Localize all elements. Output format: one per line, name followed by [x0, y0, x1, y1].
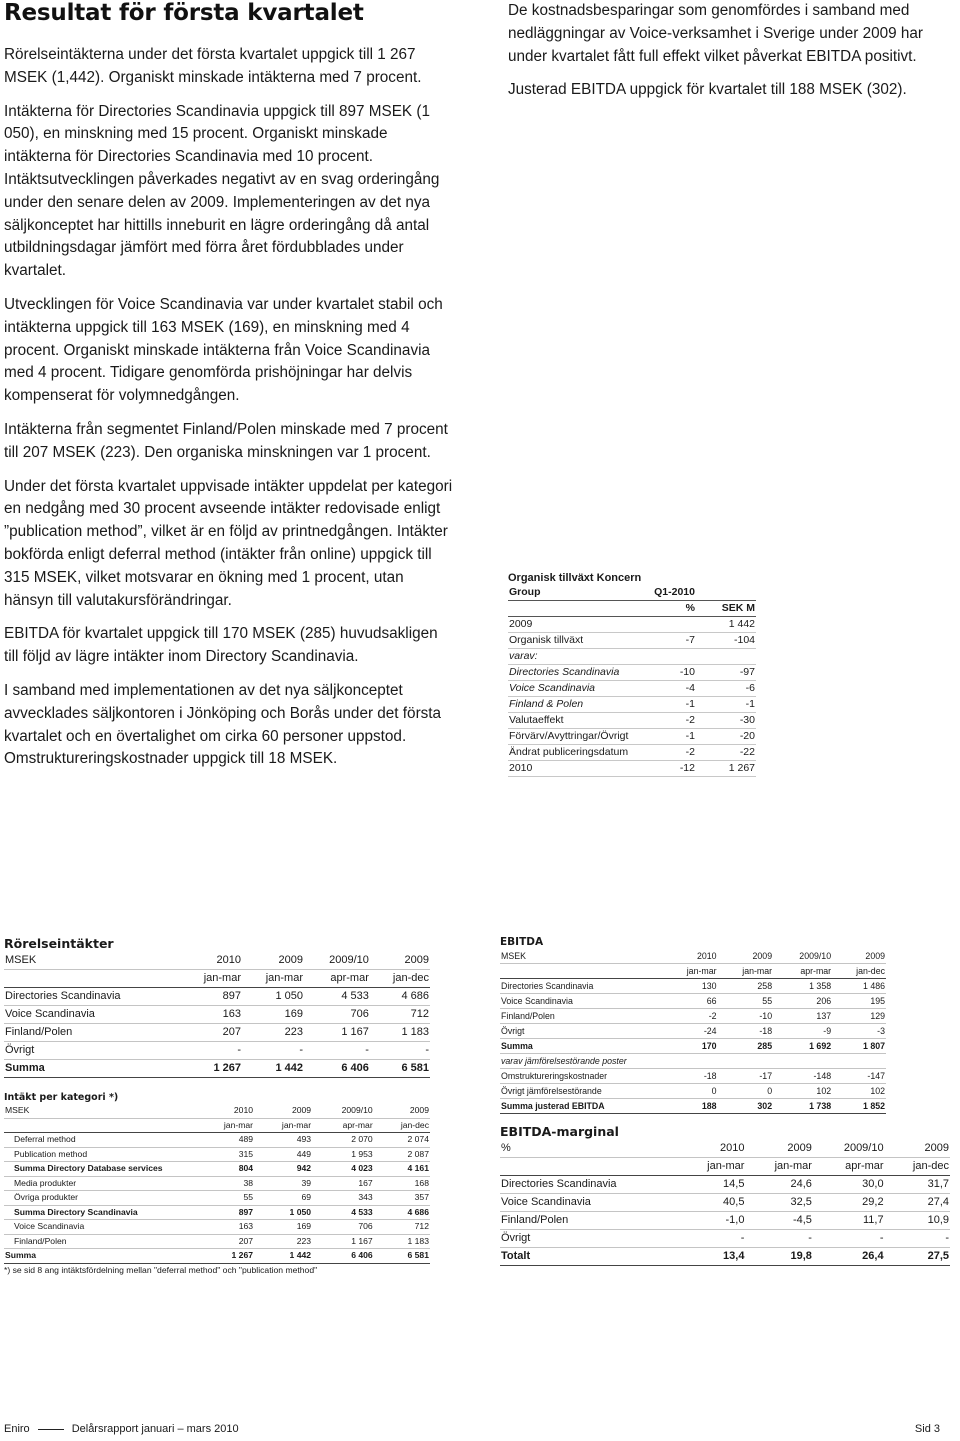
table-header-row — [4, 970, 430, 988]
cell-value: 207 — [196, 1234, 254, 1249]
organic-growth-title: Organisk tillväxt Koncern — [508, 572, 642, 584]
table-header-row — [4, 1118, 430, 1133]
table-row — [500, 1099, 886, 1114]
cell-value: 24,6 — [745, 1176, 812, 1194]
row-label: Media produkter — [4, 1176, 196, 1191]
row-label: varav jämförelsestörande poster — [500, 1054, 662, 1069]
cell-sek: -1 — [696, 697, 756, 713]
cell-value: 1 692 — [773, 1039, 832, 1054]
cell-value: -2 — [662, 1009, 718, 1024]
row-label: Voice Scandinavia — [4, 1006, 180, 1024]
table-row — [4, 1249, 430, 1264]
cell-value: 343 — [312, 1191, 374, 1206]
header-cell — [4, 970, 180, 988]
cell-value — [832, 1054, 886, 1069]
cell-value: 2 087 — [374, 1147, 430, 1162]
cell-value: - — [370, 1042, 430, 1060]
cell-value: 55 — [718, 994, 774, 1009]
header-cell: % — [500, 1140, 678, 1158]
cell-value: 942 — [254, 1162, 312, 1177]
header-cell: 2009 — [885, 1140, 950, 1158]
cell-value: 1 167 — [304, 1024, 370, 1042]
row-label: Voice Scandinavia — [508, 681, 640, 697]
header-cell — [500, 964, 662, 979]
table-header-row — [500, 1140, 950, 1158]
cell-value: 449 — [254, 1147, 312, 1162]
cell-value: - — [745, 1230, 812, 1248]
cell-value: 4 533 — [304, 988, 370, 1006]
header-cell: 2010 — [678, 1140, 745, 1158]
cell-value: - — [304, 1042, 370, 1060]
row-label: Summa Directory Database services — [4, 1162, 196, 1177]
table-header-row — [4, 952, 430, 970]
cell-value — [718, 1054, 774, 1069]
header-cell: 2009 — [242, 952, 304, 970]
header-cell: 2009 — [832, 949, 886, 964]
cell-value: 1 050 — [254, 1205, 312, 1220]
header-cell: jan-mar — [745, 1158, 812, 1176]
cell-sek: -22 — [696, 745, 756, 761]
cell-value: 804 — [196, 1162, 254, 1177]
table-row — [4, 1042, 430, 1060]
cell-value: 315 — [196, 1147, 254, 1162]
table-row — [500, 1009, 886, 1024]
header-cell: jan-mar — [180, 970, 242, 988]
cell-percent: -2 — [640, 745, 696, 761]
cell-value: 29,2 — [813, 1194, 885, 1212]
cell-value: 66 — [662, 994, 718, 1009]
cell-value: 897 — [196, 1205, 254, 1220]
cell-value: 6 406 — [304, 1060, 370, 1078]
cell-value: 169 — [242, 1006, 304, 1024]
cell-value: 1 358 — [773, 979, 832, 994]
cell-value: 1 807 — [832, 1039, 886, 1054]
revenue-table — [4, 936, 430, 1078]
row-label: Directories Scandinavia — [508, 665, 640, 681]
row-label: Directories Scandinavia — [500, 1176, 678, 1194]
header-cell: jan-mar — [254, 1118, 312, 1133]
row-label: varav: — [508, 649, 640, 665]
row-label: Summa — [500, 1039, 662, 1054]
cell-value: 285 — [718, 1039, 774, 1054]
table-header-row — [500, 1158, 950, 1176]
table-row — [508, 713, 756, 729]
cell-value: 706 — [312, 1220, 374, 1235]
cell-value: 169 — [254, 1220, 312, 1235]
cell-value: - — [678, 1230, 745, 1248]
row-label: Summa Directory Scandinavia — [4, 1205, 196, 1220]
header-cell: 2009 — [718, 949, 774, 964]
table-row — [4, 1147, 430, 1162]
row-label: Finland/Polen — [4, 1234, 196, 1249]
page-title: Resultat för första kvartalet — [4, 0, 364, 26]
cell-value: 27,5 — [885, 1248, 950, 1266]
category-revenue-table — [4, 1092, 430, 1276]
cell-value: 168 — [374, 1176, 430, 1191]
cell-value: 13,4 — [678, 1248, 745, 1266]
cell-percent: -1 — [640, 729, 696, 745]
ebitda-title: EBITDA — [500, 936, 544, 948]
table-row — [508, 649, 756, 665]
row-label: Övrigt jämförelsestörande — [500, 1084, 662, 1099]
cell-value: 712 — [374, 1220, 430, 1235]
row-label: Publication method — [4, 1147, 196, 1162]
cell-value: 4 161 — [374, 1162, 430, 1177]
table-row — [500, 1230, 950, 1248]
cell-value: 31,7 — [885, 1176, 950, 1194]
cell-value: 489 — [196, 1133, 254, 1148]
cell-value: 27,4 — [885, 1194, 950, 1212]
table-row — [500, 979, 886, 994]
cell-value: -147 — [832, 1069, 886, 1084]
footer-report: Delårsrapport januari – mars 2010 — [71, 1423, 239, 1435]
cell-value: 1 953 — [312, 1147, 374, 1162]
table-row — [4, 1220, 430, 1235]
header-cell: jan-mar — [662, 964, 718, 979]
row-label: 2009 — [508, 617, 640, 633]
cell-value: 129 — [832, 1009, 886, 1024]
cell-value: 1 050 — [242, 988, 304, 1006]
table-row — [4, 1060, 430, 1078]
header-cell: jan-dec — [370, 970, 430, 988]
row-label: Finland & Polen — [508, 697, 640, 713]
cell-value: 163 — [196, 1220, 254, 1235]
header-cell: jan-dec — [832, 964, 886, 979]
cell-value: -10 — [718, 1009, 774, 1024]
cell-value: -18 — [662, 1069, 718, 1084]
cell-value: 130 — [662, 979, 718, 994]
row-label: Summa justerad EBITDA — [500, 1099, 662, 1114]
header-cell: 2010 — [180, 952, 242, 970]
cell-value: 6 581 — [370, 1060, 430, 1078]
paragraph: Under det första kvartalet uppvisade intäkter uppdelat per kategori en nedgång med 30 procent avseende intäkter redovisade enligt ”publication method”, vilket är en följd av printnedgången. Intäkter bokförda enligt deferral method (intäkter från online) uppgick till 315 MSEK, vilket motsvarar en ökning med 1 procent, utan hänsyn till valutakursförändringar. — [4, 477, 453, 609]
cell-value: 1 442 — [254, 1249, 312, 1264]
table-row — [500, 994, 886, 1009]
paragraph: EBITDA för kvartalet uppgick till 170 MSEK (285) huvudsakligen till följd av lägre intäkter inom Directory Scandinavia. — [4, 625, 438, 666]
row-label: Ändrat publiceringsdatum — [508, 745, 640, 761]
row-label: Övrigt — [500, 1024, 662, 1039]
left-column — [4, 44, 456, 782]
cell-value: - — [180, 1042, 242, 1060]
ebitda-margin-table — [500, 1124, 950, 1266]
table-row — [508, 729, 756, 745]
cell-percent: -7 — [640, 633, 696, 649]
table-row — [500, 1069, 886, 1084]
cell-percent: -2 — [640, 713, 696, 729]
cell-percent: -1 — [640, 697, 696, 713]
row-label: Summa — [4, 1249, 196, 1264]
row-label: Voice Scandinavia — [500, 1194, 678, 1212]
cell-value: -1,0 — [678, 1212, 745, 1230]
cell-value: 163 — [180, 1006, 242, 1024]
header-cell: 2009/10 — [773, 949, 832, 964]
cell-value: 102 — [832, 1084, 886, 1099]
table-row — [508, 633, 756, 649]
table-row — [508, 665, 756, 681]
cell-value: 2 070 — [312, 1133, 374, 1148]
row-label: Voice Scandinavia — [4, 1220, 196, 1235]
header-cell: 2009 — [745, 1140, 812, 1158]
paragraph: Intäkterna från segmentet Finland/Polen minskade med 7 procent till 207 MSEK (223). Den organiska minskningen var 1 procent. — [4, 420, 448, 461]
cell-value: 258 — [718, 979, 774, 994]
cell-value: 1 442 — [242, 1060, 304, 1078]
cell-percent: -10 — [640, 665, 696, 681]
cell-value: 6 406 — [312, 1249, 374, 1264]
table-row — [500, 1054, 886, 1069]
paragraph: Rörelseintäkterna under det första kvartalet uppgick till 1 267 MSEK (1,442). Organiskt minskade intäkterna med 7 procent. — [4, 46, 422, 86]
table-row — [500, 1084, 886, 1099]
paragraph: I samband med implementationen av det nya säljkonceptet avvecklades säljkontoren i Jönköping och Borås under det första kvartalet och en övertalighet om cirka 60 personer uppstod. Omstruktureringskostnader uppgick till 18 MSEK. — [4, 681, 442, 768]
cell-sek: -97 — [696, 665, 756, 681]
ebitda-table — [500, 936, 886, 1114]
table-row — [4, 1162, 430, 1177]
cell-value: 38 — [196, 1176, 254, 1191]
header-cell: apr-mar — [304, 970, 370, 988]
revenue-title: Rörelseintäkter — [4, 936, 114, 951]
cell-percent: -12 — [640, 761, 696, 777]
paragraph: De kostnadsbesparingar som genomfördes i samband med nedläggningar av Voice-verksamhet i Sverige under 2009 har under kvartalet fått full effekt vilket påverkat EBITDA positivt. — [508, 2, 923, 65]
header-cell: 2009 — [370, 952, 430, 970]
row-label: Summa — [4, 1060, 180, 1078]
cell-value: 223 — [242, 1024, 304, 1042]
header-cell: jan-dec — [885, 1158, 950, 1176]
header-cell: % — [640, 601, 696, 617]
table-row — [4, 1133, 430, 1148]
cell-value: -4,5 — [745, 1212, 812, 1230]
table-row — [508, 745, 756, 761]
header-cell: 2009/10 — [813, 1140, 885, 1158]
header-cell — [508, 601, 640, 617]
cell-value: - — [813, 1230, 885, 1248]
cell-value: 897 — [180, 988, 242, 1006]
table-row — [500, 1024, 886, 1039]
cell-value: -24 — [662, 1024, 718, 1039]
footer-left — [4, 1422, 239, 1436]
cell-sek — [696, 649, 756, 665]
cell-value: 223 — [254, 1234, 312, 1249]
row-label: Voice Scandinavia — [500, 994, 662, 1009]
header-cell: MSEK — [4, 952, 180, 970]
cell-percent: -4 — [640, 681, 696, 697]
header-cell: MSEK — [500, 949, 662, 964]
row-label: Finland/Polen — [4, 1024, 180, 1042]
cell-value: 55 — [196, 1191, 254, 1206]
cell-value: -17 — [718, 1069, 774, 1084]
row-label: Övrigt — [500, 1230, 678, 1248]
paragraph: Utvecklingen för Voice Scandinavia var under kvartalet stabil och intäkterna uppgick till 163 MSEK (169), en minskning med 4 procent. Organiskt minskade intäkterna från Voice Scandinavia med 4 procent. Tidigare genomförda prishöjningar har delvis kompenserat för volymnedgången. — [4, 295, 443, 405]
cell-value: 40,5 — [678, 1194, 745, 1212]
row-label: Förvärv/Avyttringar/Övrigt — [508, 729, 640, 745]
header-cell: SEK M — [696, 601, 756, 617]
cell-value: 11,7 — [813, 1212, 885, 1230]
cell-value: 30,0 — [813, 1176, 885, 1194]
cell-value: 4 686 — [370, 988, 430, 1006]
cell-sek: -6 — [696, 681, 756, 697]
cell-value: 706 — [304, 1006, 370, 1024]
cell-sek: 1 267 — [696, 761, 756, 777]
footer-dash — [38, 1429, 64, 1430]
margin-title: EBITDA-marginal — [500, 1124, 619, 1139]
header-cell: jan-mar — [242, 970, 304, 988]
cell-value: 10,9 — [885, 1212, 950, 1230]
header-cell: 2009 — [254, 1104, 312, 1118]
cell-value — [662, 1054, 718, 1069]
cell-value: 493 — [254, 1133, 312, 1148]
cell-sek: -30 — [696, 713, 756, 729]
cell-value: 1 267 — [196, 1249, 254, 1264]
row-label: Deferral method — [4, 1133, 196, 1148]
table-header-row — [4, 1104, 430, 1118]
header-cell: 2009/10 — [312, 1104, 374, 1118]
cell-value: 207 — [180, 1024, 242, 1042]
table-row — [508, 761, 756, 777]
header-cell — [696, 585, 756, 601]
footer-company: Eniro — [4, 1423, 30, 1435]
header-cell — [500, 1158, 678, 1176]
header-cell: apr-mar — [773, 964, 832, 979]
table-row — [4, 1006, 430, 1024]
cell-value — [773, 1054, 832, 1069]
header-cell: apr-mar — [312, 1118, 374, 1133]
cell-value: 2 074 — [374, 1133, 430, 1148]
cell-value: 188 — [662, 1099, 718, 1114]
cell-value: 1 486 — [832, 979, 886, 994]
table-row — [500, 1194, 950, 1212]
cell-value: -148 — [773, 1069, 832, 1084]
header-cell: 2009 — [374, 1104, 430, 1118]
table-row — [4, 1205, 430, 1220]
table-header-row — [500, 964, 886, 979]
table-row — [4, 1234, 430, 1249]
category-title: Intäkt per kategori *) — [4, 1092, 119, 1103]
table-row — [500, 1176, 950, 1194]
table-header-row — [508, 585, 756, 601]
cell-value: 4 686 — [374, 1205, 430, 1220]
cell-value: - — [885, 1230, 950, 1248]
cell-value: 14,5 — [678, 1176, 745, 1194]
cell-value: 4 023 — [312, 1162, 374, 1177]
cell-value: 19,8 — [745, 1248, 812, 1266]
row-label: Organisk tillväxt — [508, 633, 640, 649]
cell-value: -3 — [832, 1024, 886, 1039]
cell-value: 206 — [773, 994, 832, 1009]
table-row — [500, 1039, 886, 1054]
cell-value: 1 738 — [773, 1099, 832, 1114]
cell-value: 170 — [662, 1039, 718, 1054]
cell-value: -18 — [718, 1024, 774, 1039]
cell-value: -9 — [773, 1024, 832, 1039]
header-cell: 2010 — [196, 1104, 254, 1118]
cell-sek: -20 — [696, 729, 756, 745]
cell-value: 712 — [370, 1006, 430, 1024]
header-cell: Q1-2010 — [640, 585, 696, 601]
organic-growth-table — [508, 572, 756, 777]
header-cell: jan-dec — [374, 1118, 430, 1133]
paragraph: Intäkterna för Directories Scandinavia uppgick till 897 MSEK (1 050), en minskning med 15 procent. Organiskt minskade intäkterna för Directories Scandinavia med 10 procent. Intäktsutvecklingen påverkades negativt av en svag orderingång under den senare delen av 2009. Implementeringen av det nya säljkonceptet har hittills inneburit en lägre orderingång då antal utbildningsdagar jämfört med förra året fördubblades under kvartalet. — [4, 102, 440, 280]
cell-value: - — [242, 1042, 304, 1060]
header-cell: 2009/10 — [304, 952, 370, 970]
row-label: Övrigt — [4, 1042, 180, 1060]
right-column — [508, 0, 948, 113]
row-label: Omstruktureringskostnader — [500, 1069, 662, 1084]
cell-value: 1 852 — [832, 1099, 886, 1114]
cell-percent — [640, 649, 696, 665]
cell-value: 302 — [718, 1099, 774, 1114]
table-row — [4, 1176, 430, 1191]
row-label: Finland/Polen — [500, 1212, 678, 1230]
table-row — [508, 697, 756, 713]
cell-percent — [640, 617, 696, 633]
cell-value: 1 183 — [370, 1024, 430, 1042]
row-label: Övriga produkter — [4, 1191, 196, 1206]
table-row — [4, 1191, 430, 1206]
cell-value: 26,4 — [813, 1248, 885, 1266]
cell-value: 69 — [254, 1191, 312, 1206]
cell-value: 32,5 — [745, 1194, 812, 1212]
row-label: Directories Scandinavia — [4, 988, 180, 1006]
row-label: Totalt — [500, 1248, 678, 1266]
header-cell: jan-mar — [678, 1158, 745, 1176]
header-cell: MSEK — [4, 1104, 196, 1118]
cell-value: 137 — [773, 1009, 832, 1024]
cell-value: 0 — [718, 1084, 774, 1099]
header-cell — [4, 1118, 196, 1133]
header-cell: Group — [508, 585, 640, 601]
cell-value: 1 183 — [374, 1234, 430, 1249]
cell-value: 6 581 — [374, 1249, 430, 1264]
cell-value: 4 533 — [312, 1205, 374, 1220]
header-cell: jan-mar — [718, 964, 774, 979]
cell-value: 195 — [832, 994, 886, 1009]
row-label: Valutaeffekt — [508, 713, 640, 729]
footnote: *) se sid 8 ang intäktsfördelning mellan "deferral method" och "publication method" — [4, 1264, 318, 1275]
table-row — [500, 1212, 950, 1230]
table-row — [500, 1248, 950, 1266]
table-row — [4, 1024, 430, 1042]
header-cell: 2010 — [662, 949, 718, 964]
cell-value: 1 267 — [180, 1060, 242, 1078]
row-label: 2010 — [508, 761, 640, 777]
cell-sek: 1 442 — [696, 617, 756, 633]
table-header-row — [500, 949, 886, 964]
table-row — [508, 681, 756, 697]
table-row — [508, 617, 756, 633]
cell-value: 39 — [254, 1176, 312, 1191]
table-header-row — [508, 601, 756, 617]
paragraph: Justerad EBITDA uppgick för kvartalet till 188 MSEK (302). — [508, 81, 907, 99]
cell-sek: -104 — [696, 633, 756, 649]
header-cell: jan-mar — [196, 1118, 254, 1133]
cell-value: 102 — [773, 1084, 832, 1099]
table-row — [4, 988, 430, 1006]
cell-value: 1 167 — [312, 1234, 374, 1249]
row-label: Finland/Polen — [500, 1009, 662, 1024]
row-label: Directories Scandinavia — [500, 979, 662, 994]
cell-value: 167 — [312, 1176, 374, 1191]
cell-value: 357 — [374, 1191, 430, 1206]
cell-value: 0 — [662, 1084, 718, 1099]
footer-page-number: Sid 3 — [914, 1423, 940, 1435]
header-cell: apr-mar — [813, 1158, 885, 1176]
